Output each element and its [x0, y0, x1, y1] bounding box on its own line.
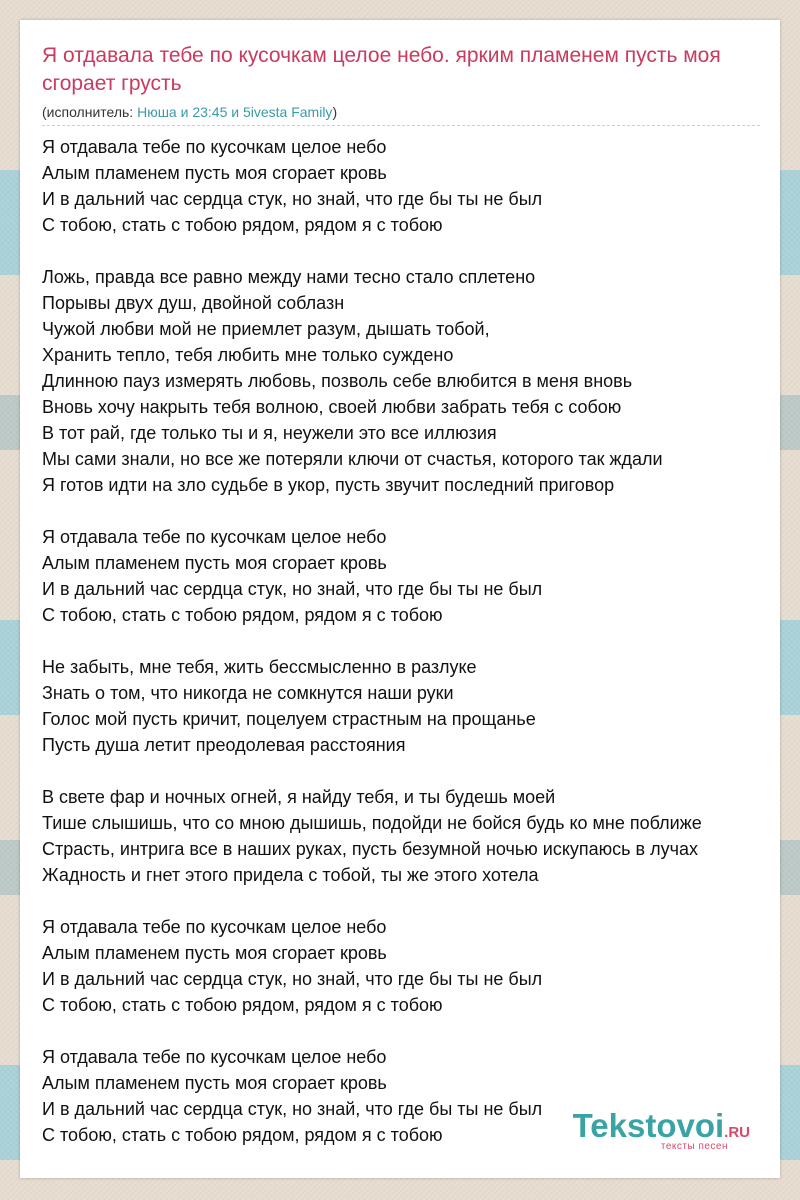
lyrics-stanza — [42, 654, 787, 758]
lyric-line: Я готов идти на зло судьбе в укор, пусть звучит последний приговор — [42, 475, 615, 495]
lyric-line: Я отдавала тебе по кусочкам целое небо — [42, 917, 387, 937]
lyric-line: Длинною пауз измерять любовь, позволь себе влюбится в меня вновь — [42, 371, 633, 391]
lyric-line: Алым пламенем пусть моя сгорает кровь — [42, 163, 387, 183]
lyric-line: Голос мой пусть кричит, поцелуем страстным на прощанье — [42, 709, 536, 729]
lyric-line: И в дальний час сердца стук, но знай, что где бы ты не был — [42, 1099, 543, 1119]
artist-meta — [42, 103, 337, 121]
lyric-line: Я отдавала тебе по кусочкам целое небо — [42, 527, 387, 547]
lyric-line: В тот рай, где только ты и я, неужели это все иллюзия — [42, 423, 497, 443]
lyric-line: Я отдавала тебе по кусочкам целое небо — [42, 1047, 387, 1067]
lyric-line: С тобою, стать с тобою рядом, рядом я с тобою — [42, 995, 443, 1015]
lyric-line: Страсть, интрига все в наших руках, пусть безумной ночью искупаюсь в лучах — [42, 839, 699, 859]
logo-domain: .RU — [724, 1124, 750, 1141]
lyric-line: Мы сами знали, но все же потеряли ключи от счастья, которого так ждали — [42, 449, 663, 469]
lyrics-stanza — [42, 524, 787, 628]
logo-text: Tekstovoi — [572, 1107, 725, 1144]
lyric-line: Чужой любви мой не приемлет разум, дышать тобой, — [42, 319, 490, 339]
lyrics-stanza — [42, 784, 787, 888]
lyrics-stanza — [42, 914, 787, 1018]
lyric-line: С тобою, стать с тобою рядом, рядом я с тобою — [42, 215, 443, 235]
lyric-line: И в дальний час сердца стук, но знай, что где бы ты не был — [42, 579, 543, 599]
lyrics-stanza — [42, 134, 787, 238]
lyric-line: И в дальний час сердца стук, но знай, что где бы ты не был — [42, 969, 543, 989]
artist-link[interactable]: Нюша и 23:45 и 5ivesta Family — [137, 104, 333, 120]
lyric-line: С тобою, стать с тобою рядом, рядом я с тобою — [42, 1125, 443, 1145]
lyric-line: Ложь, правда все равно между нами тесно стало сплетено — [42, 267, 536, 287]
lyrics-stanza — [42, 264, 787, 498]
site-logo[interactable] — [573, 1109, 750, 1152]
lyrics-card — [20, 20, 780, 1178]
lyric-line: Алым пламенем пусть моя сгорает кровь — [42, 553, 387, 573]
lyric-line: Знать о том, что никогда не сомкнутся наши руки — [42, 683, 454, 703]
lyric-line: Алым пламенем пусть моя сгорает кровь — [42, 1073, 387, 1093]
lyric-line: Тише слышишь, что со мною дышишь, подойди не бойся будь ко мне поближе — [42, 813, 702, 833]
artist-meta-prefix: (исполнитель: — [42, 104, 138, 120]
lyric-line: С тобою, стать с тобою рядом, рядом я с тобою — [42, 605, 443, 625]
lyrics-body — [42, 134, 787, 1174]
page-title: Я отдавала тебе по кусочкам целое небо. ярким пламенем пусть моя сгорает грусть — [42, 44, 721, 95]
logo-tagline: тексты песен — [660, 1141, 728, 1152]
lyric-line: Вновь хочу накрыть тебя волною, своей любви забрать тебя с собою — [42, 397, 622, 417]
lyric-line: Я отдавала тебе по кусочкам целое небо — [42, 137, 387, 157]
lyric-line: В свете фар и ночных огней, я найду тебя, и ты будешь моей — [42, 787, 556, 807]
lyric-line: И в дальний час сердца стук, но знай, что где бы ты не был — [42, 189, 543, 209]
lyric-line: Не забыть, мне тебя, жить бессмысленно в разлуке — [42, 657, 477, 677]
lyric-line: Хранить тепло, тебя любить мне только суждено — [42, 345, 454, 365]
lyric-line: Порывы двух душ, двойной соблазн — [42, 293, 345, 313]
lyric-line: Жадность и гнет этого придела с тобой, ты же этого хотела — [42, 865, 539, 885]
header-divider — [42, 125, 760, 126]
artist-meta-suffix: ) — [332, 104, 338, 120]
lyric-line: Алым пламенем пусть моя сгорает кровь — [42, 943, 387, 963]
lyric-line: Пусть душа летит преодолевая расстояния — [42, 735, 406, 755]
